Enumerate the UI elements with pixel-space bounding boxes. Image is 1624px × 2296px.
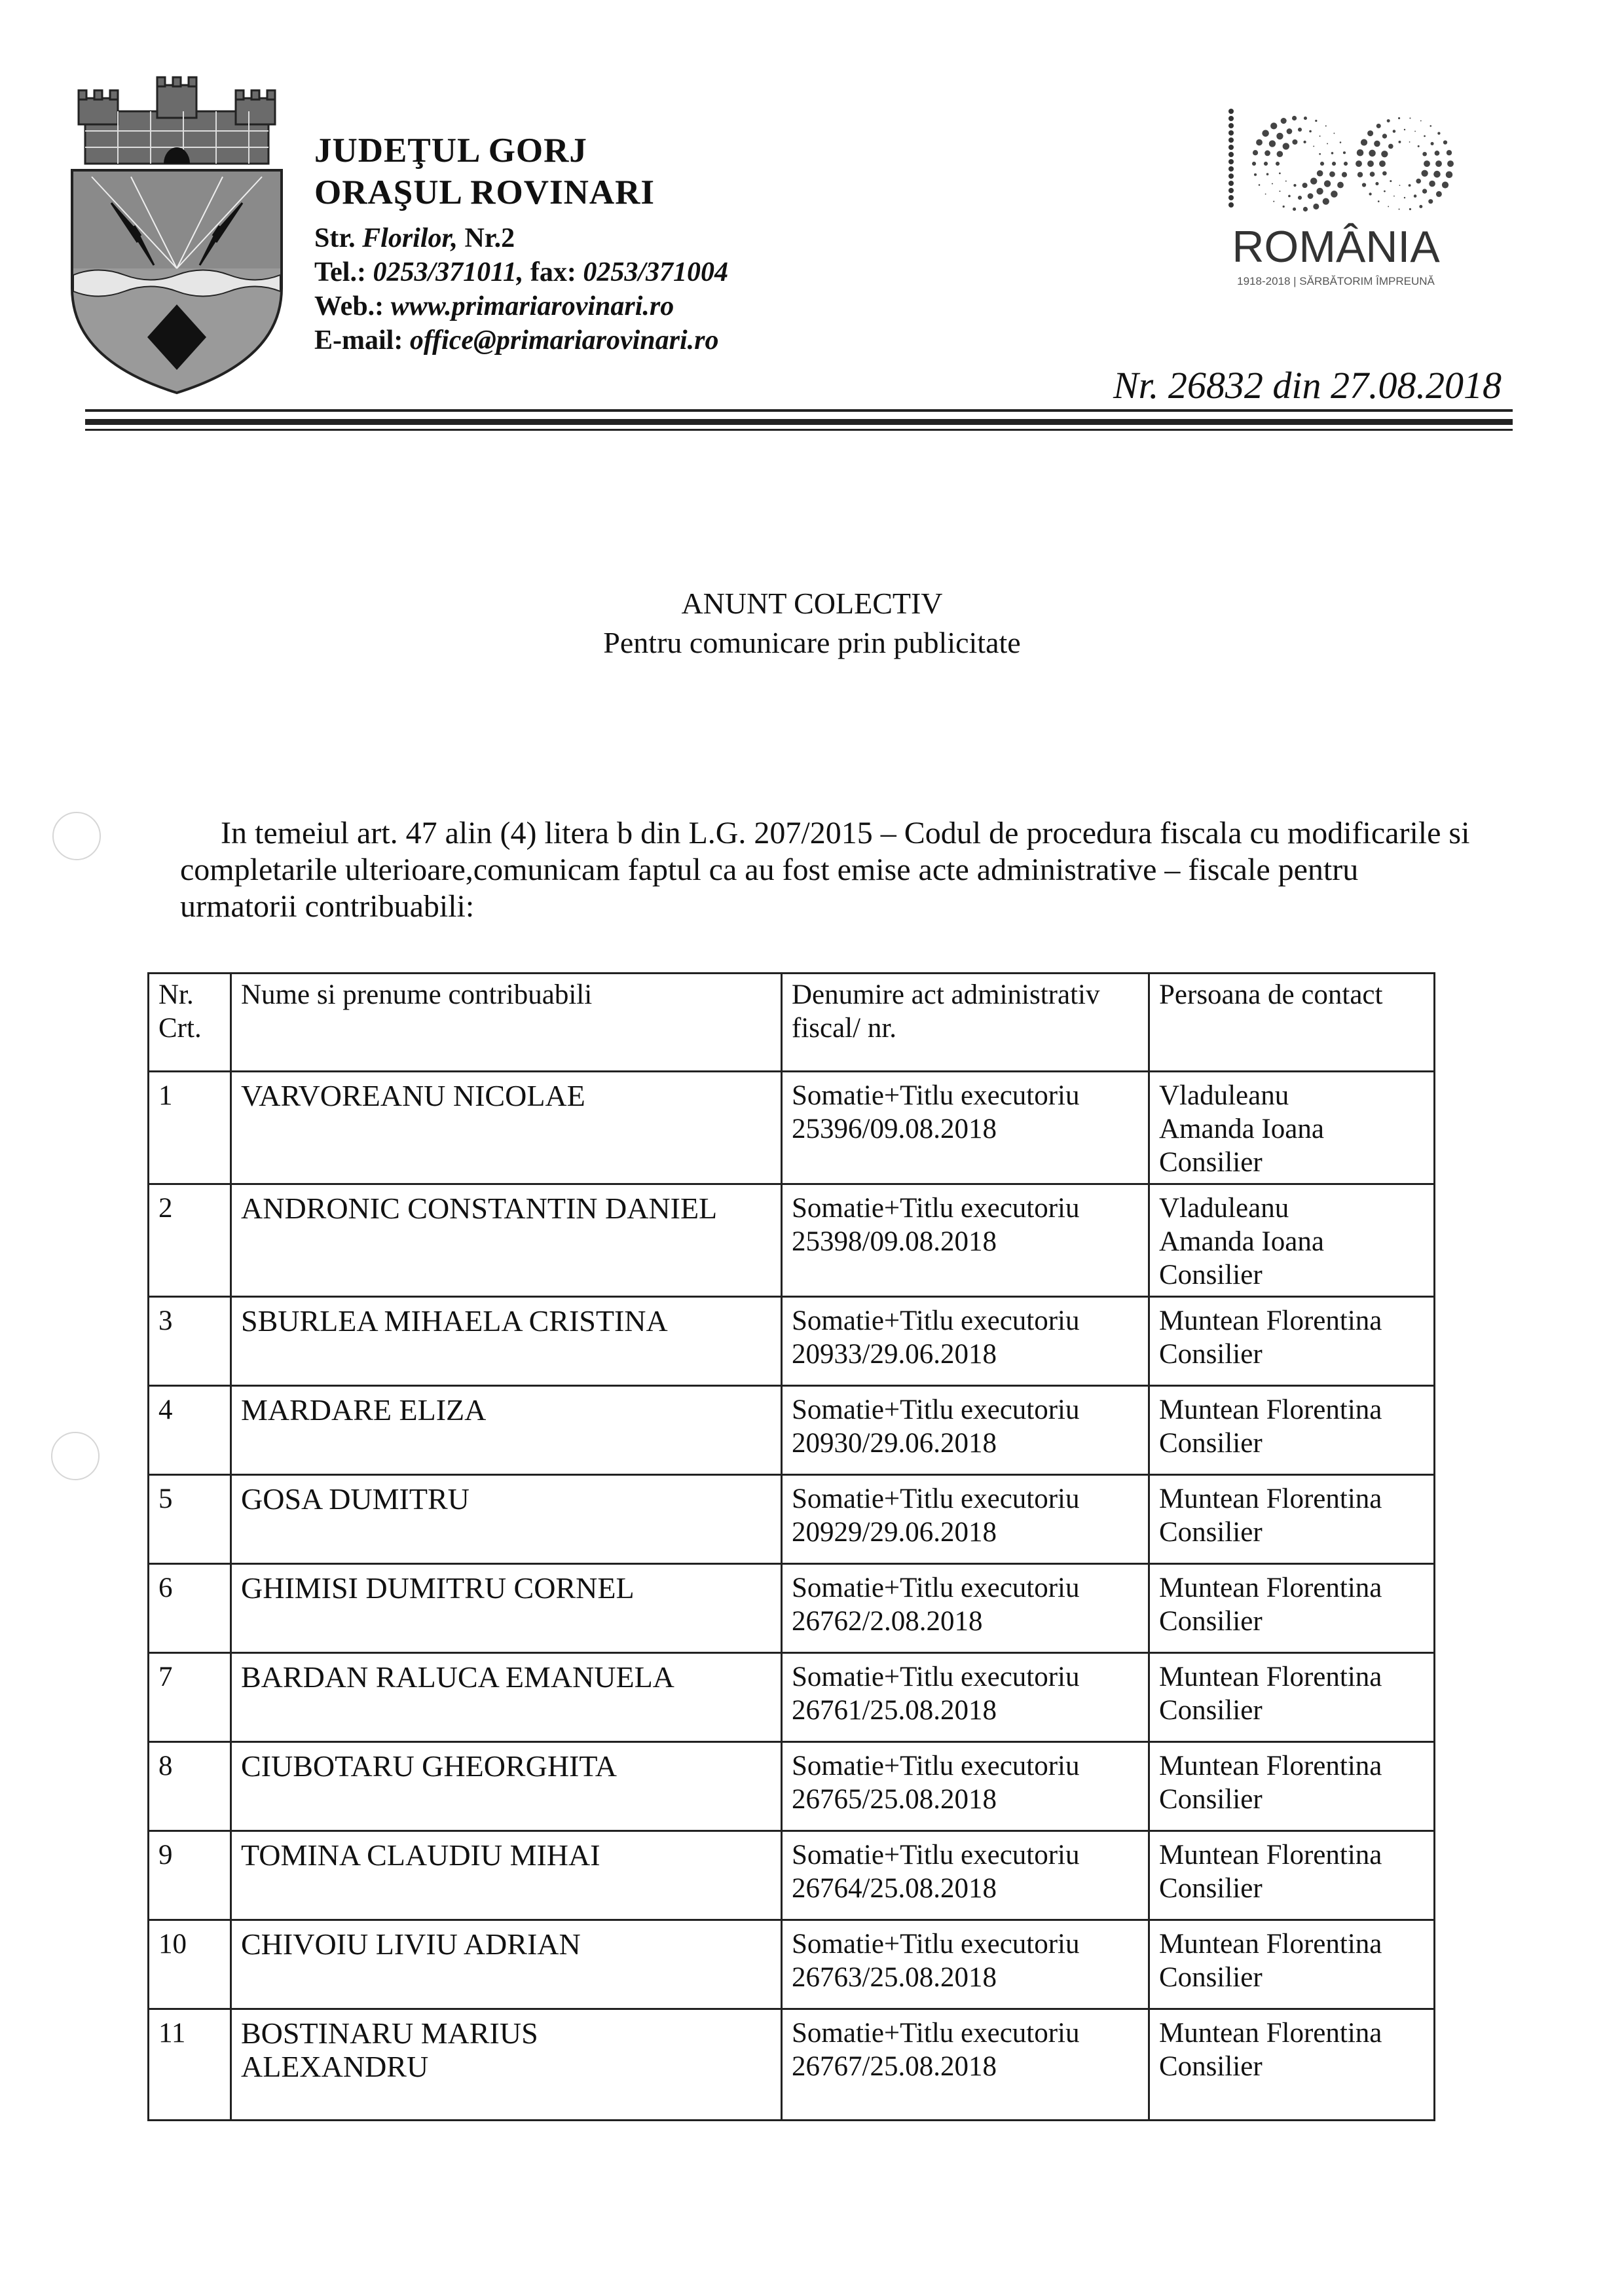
logo-dot [1308,193,1314,199]
logo-dot [1310,177,1317,184]
logo-tagline: 1918-2018 | SĂRBĂTORIM ÎMPREUNĂ [1237,275,1435,287]
logo-dot [1369,150,1376,157]
logo-dot [1446,171,1453,178]
institution-header [314,130,728,357]
punch-hole-bottom [51,1432,100,1480]
header-nr: Nr. Crt. [149,974,231,1072]
row-nr: 9 [149,1831,231,1920]
table-row [149,1386,1435,1475]
logo-dot [1388,144,1393,149]
logo-dot [1292,116,1297,120]
web-link[interactable]: www.primariarovinari.ro [390,291,674,321]
taxpayer-name: TOMINA CLAUDIU MIHAI [241,1838,600,1872]
row-nr: 1 [149,1072,231,1184]
logo-dot [1253,150,1258,155]
logo-dot [1309,130,1312,133]
row-contact [1149,1564,1435,1653]
row-act [782,1920,1149,2009]
logo-dot [1276,162,1280,166]
row-name [231,1072,782,1184]
taxpayer-name-cont: ALEXANDRU [241,2050,429,2083]
logo-dot [1370,172,1375,177]
act-type: Somatie+Titlu executoriu [792,1662,1080,1692]
table-header-row [149,974,1435,1072]
act-number: 20930/29.06.2018 [792,1428,997,1459]
row-name [231,1297,782,1386]
logo-dot [1388,206,1389,208]
taxpayer-name: BARDAN RALUCA EMANUELA [241,1660,674,1694]
contact-line-1: Muntean Florentina [1159,1929,1382,1959]
logo-dot [1228,181,1234,186]
header-name: Nume si prenume contribuabili [231,974,782,1072]
logo-dot [1433,171,1441,178]
row-act [782,1564,1149,1653]
row-name [231,1831,782,1920]
row-name [231,1742,782,1831]
table-row [149,1475,1435,1564]
logo-dot [1409,184,1411,187]
table-row [149,1831,1435,1920]
logo-dot [1421,170,1428,177]
row-contact [1149,1742,1435,1831]
logo-dot [1331,152,1334,155]
logo-dot [1293,208,1296,211]
contact-line-2: Consilier [1159,1339,1263,1370]
header-contact: Persoana de contact [1149,974,1435,1072]
act-type: Somatie+Titlu executoriu [792,1929,1080,1959]
row-act [782,1653,1149,1742]
logo-dot [1431,142,1434,145]
act-type: Somatie+Titlu executoriu [792,1573,1080,1603]
logo-dot [1447,160,1454,167]
row-act [782,1072,1149,1184]
row-act [782,1742,1149,1831]
contact-line-2: Amanda Ioana [1159,1114,1324,1144]
logo-dot [1276,133,1283,139]
logo-dot [1443,140,1447,144]
logo-dot [1419,205,1422,208]
row-contact [1149,1920,1435,2009]
header-rule-thin-bottom [85,429,1513,431]
contact-line-2: Consilier [1159,1428,1263,1459]
logo-dot [1340,141,1342,143]
row-contact [1149,1072,1435,1184]
contact-line-2: Amanda Ioana [1159,1226,1324,1257]
logo-dot [1228,195,1234,200]
table-row [149,2009,1435,2121]
logo-dot [1288,195,1291,198]
email-link[interactable]: office@primariarovinari.ro [409,325,719,355]
contact-line-1: Muntean Florentina [1159,1751,1382,1781]
logo-dot [1228,159,1234,164]
logo-dot [1283,143,1289,149]
act-number: 26767/25.08.2018 [792,2051,997,2082]
logo-dot [1424,160,1430,167]
logo-dot [1228,130,1234,136]
logo-dot [1390,180,1392,182]
row-contact [1149,1184,1435,1297]
logo-dot [1277,151,1283,157]
logo-dot [1361,139,1367,145]
header-rule-thin [85,409,1513,412]
logo-100-dots [1228,109,1454,211]
contact-line-1: Muntean Florentina [1159,1840,1382,1870]
act-number: 26763/25.08.2018 [792,1962,997,1993]
logo-dot [1329,172,1335,177]
contact-line-1: Muntean Florentina [1159,1305,1382,1336]
rovinari-coat-of-arms [65,72,288,399]
table-row [149,1297,1435,1386]
contact-line-1: Vladuleanu [1159,1193,1289,1224]
logo-dot [1424,136,1426,137]
logo-dot [1409,118,1411,119]
punch-hole-top [52,812,101,860]
table-row [149,1653,1435,1742]
logo-dot [1228,123,1234,128]
contact-line-3: Consilier [1159,1147,1263,1178]
row-contact [1149,1386,1435,1475]
logo-dot [1409,141,1411,143]
logo-dot [1315,120,1317,122]
row-contact [1149,1297,1435,1386]
logo-dot [1279,172,1281,174]
taxpayers-table [147,972,1435,2121]
act-number: 25398/09.08.2018 [792,1226,997,1257]
act-type: Somatie+Titlu executoriu [792,1840,1080,1870]
table-row [149,1564,1435,1653]
logo-dot [1382,171,1387,175]
logo-dot [1254,173,1257,176]
logo-dot [1279,191,1280,192]
row-nr: 2 [149,1184,231,1297]
logo-dot [1228,137,1234,143]
logo-dot [1414,194,1417,198]
logo-dot [1378,200,1380,202]
row-nr: 10 [149,1920,231,2009]
row-act [782,2009,1149,2121]
contact-line-1: Vladuleanu [1159,1080,1289,1111]
logo-dot [1343,151,1346,154]
logo-dot [1442,181,1449,188]
logo-dot [1422,152,1427,156]
contact-line-1: Muntean Florentina [1159,2018,1382,2049]
logo-dot [1367,160,1374,167]
logo-dot [1303,207,1308,211]
logo-dot [1265,194,1266,195]
logo-dot [1379,160,1386,167]
logo-dot [1414,131,1416,132]
act-type: Somatie+Titlu executoriu [792,1080,1080,1111]
logo-dot [1393,196,1395,197]
contact-line-2: Consilier [1159,1873,1263,1904]
logo-dot [1428,199,1433,204]
act-type: Somatie+Titlu executoriu [792,1193,1080,1224]
logo-dot [1344,162,1348,166]
act-number: 25396/09.08.2018 [792,1114,997,1144]
logo-dot [1287,128,1293,134]
romania-100-logo [1192,98,1480,301]
logo-dot [1420,120,1422,122]
county-name: JUDEŢUL GORJ [314,132,587,170]
taxpayer-name: MARDARE ELIZA [241,1393,487,1427]
logo-dot [1259,184,1261,186]
logo-dot [1304,117,1307,120]
row-nr: 4 [149,1386,231,1475]
logo-dot [1375,182,1378,185]
web-line: Web.: www.primariarovinari.ro [314,291,674,321]
logo-dot [1376,124,1381,128]
row-act [782,1184,1149,1297]
intro-paragraph: In temeiul art. 47 alin (4) litera b din L.G. 207/2015 – Codul de procedura fiscala cu modificarile si completarile ulterioare,comunicam faptul ca au fost emise acte administrative – fiscale pentru urmatorii contribuabili: [180,816,1470,924]
logo-dot [1266,173,1269,175]
row-act [782,1297,1149,1386]
header-act: Denumire act administrativ fiscal/ nr. [782,974,1149,1072]
taxpayer-name: CIUBOTARU GHEORGHITA [241,1749,617,1783]
logo-dot [1333,133,1335,134]
logo-dot [1374,141,1380,147]
logo-dot [1228,109,1234,114]
logo-dot [1272,183,1273,185]
logo-dot [1416,179,1421,184]
logo-dot [1332,162,1336,166]
logo-dot [1303,141,1306,143]
row-contact [1149,1475,1435,1564]
logo-dot [1404,197,1405,198]
logo-dot [1437,132,1440,134]
logo-dot [1262,130,1269,137]
taxpayer-name: GHIMISI DUMITRU CORNEL [241,1571,635,1605]
logo-dot [1324,180,1331,187]
logo-dot [1447,150,1452,155]
logo-dot [1293,184,1296,187]
logo-dot [1393,130,1396,133]
contact-line-2: Consilier [1159,1962,1263,1993]
logo-dot [1283,206,1285,208]
act-number: 26762/2.08.2018 [792,1606,983,1637]
row-name [231,2009,782,2121]
phone-line: Tel.: 0253/371011, fax: 0253/371004 [314,257,728,287]
contact-line-1: Muntean Florentina [1159,1484,1382,1514]
row-act [782,1475,1149,1564]
logo-dot [1369,192,1371,195]
contact-line-2: Consilier [1159,1695,1263,1726]
logo-dot [1387,119,1390,122]
contact-line-3: Consilier [1159,1260,1263,1290]
contact-line-1: Muntean Florentina [1159,1662,1382,1692]
logo-dot [1302,183,1308,188]
row-name [231,1386,782,1475]
act-type: Somatie+Titlu executoriu [792,1305,1080,1336]
logo-dot [1281,118,1287,124]
logo-dot [1399,208,1400,210]
logo-dot [1398,117,1400,119]
logo-dot [1327,143,1328,144]
act-number: 26761/25.08.2018 [792,1695,997,1726]
logo-dot [1313,204,1319,210]
logo-dot [1399,141,1401,143]
logo-dot [1228,145,1234,150]
logo-dot [1337,182,1344,189]
row-nr: 7 [149,1653,231,1742]
act-number: 20933/29.06.2018 [792,1339,997,1370]
logo-dot [1228,188,1234,193]
logo-dot [1228,152,1234,157]
logo-dot [1399,185,1401,186]
contact-line-1: Muntean Florentina [1159,1394,1382,1425]
logo-dot [1418,145,1420,147]
town-name: ORAŞUL ROVINARI [314,173,655,211]
logo-dot [1356,160,1362,167]
row-name [231,1920,782,2009]
taxpayer-name: SBURLEA MIHAELA CRISTINA [241,1304,668,1338]
logo-dot [1409,208,1411,210]
logo-dot [1264,162,1268,166]
logo-dot [1285,181,1287,182]
logo-dot [1381,151,1388,157]
row-act [782,1831,1149,1920]
logo-dot [1384,191,1386,192]
contact-line-2: Consilier [1159,2051,1263,2082]
header-rule-thick [85,419,1513,425]
row-contact [1149,1831,1435,1920]
logo-dot [1252,162,1256,166]
logo-number: 100 [1192,98,1193,99]
table-row [149,1072,1435,1184]
logo-dot [1298,128,1302,132]
act-number: 20929/29.06.2018 [792,1517,997,1548]
row-nr: 6 [149,1564,231,1653]
logo-dot [1320,162,1324,166]
logo-dot [1404,129,1405,130]
logo-dot [1429,181,1435,187]
logo-dot [1270,122,1277,129]
logo-country: ROMÂNIA [1232,222,1440,272]
row-name [231,1475,782,1564]
row-nr: 11 [149,2009,231,2121]
logo-dot [1435,151,1440,156]
document-subtitle: Pentru comunicare prin publicitate [603,626,1021,659]
address-line: Str. Florilor, Nr.2 [314,223,515,253]
logo-dot [1325,125,1327,126]
row-contact [1149,2009,1435,2121]
logo-dot [1273,201,1274,202]
logo-dot [1435,160,1442,167]
contact-line-2: Consilier [1159,1517,1263,1548]
act-type: Somatie+Titlu executoriu [792,1751,1080,1781]
logo-dot [1323,198,1329,204]
logo-dot [1357,149,1364,156]
logo-dot [1362,183,1366,187]
logo-dot [1292,139,1297,145]
logo-dot [1316,188,1323,194]
act-type: Somatie+Titlu executoriu [792,2018,1080,2049]
logo-dot [1331,191,1338,198]
taxpayer-name: ANDRONIC CONSTANTIN DANIEL [241,1192,718,1225]
logo-dot [1313,145,1314,147]
logo-dot [1256,139,1263,146]
contact-line-2: Consilier [1159,1606,1263,1637]
logo-dot [1228,166,1234,172]
act-type: Somatie+Titlu executoriu [792,1484,1080,1514]
row-name [231,1564,782,1653]
table-row [149,1184,1435,1297]
row-name [231,1653,782,1742]
row-nr: 8 [149,1742,231,1831]
logo-dot [1320,136,1321,137]
contact-line-2: Consilier [1159,1784,1263,1815]
logo-dot [1298,196,1302,200]
logo-dot [1228,116,1234,121]
row-contact [1149,1653,1435,1742]
logo-dot [1342,172,1347,177]
logo-dot [1228,202,1234,208]
logo-dot [1228,173,1234,179]
row-nr: 3 [149,1297,231,1386]
logo-dot [1382,134,1387,138]
logo-dot [1264,151,1270,156]
table-row [149,1742,1435,1831]
contact-line-1: Muntean Florentina [1159,1573,1382,1603]
logo-dot [1357,172,1363,177]
logo-dot [1436,191,1442,197]
table-row [149,1920,1435,2009]
row-act [782,1386,1149,1475]
act-type: Somatie+Titlu executoriu [792,1394,1080,1425]
taxpayer-name: GOSA DUMITRU [241,1482,470,1516]
logo-dot [1422,189,1427,193]
act-number: 26765/25.08.2018 [792,1784,997,1815]
taxpayer-name: VARVOREANU NICOLAE [241,1079,585,1112]
logo-dot [1317,170,1323,177]
document-number: Nr. 26832 din 27.08.2018 [1113,364,1502,407]
row-name [231,1184,782,1297]
act-number: 26764/25.08.2018 [792,1873,997,1904]
taxpayer-name: CHIVOIU LIVIU ADRIAN [241,1927,581,1961]
email-line: E-mail: office@primariarovinari.ro [314,325,719,355]
logo-dot [1367,130,1373,136]
taxpayer-name: BOSTINARU MARIUS [241,2016,538,2050]
logo-dot [1430,125,1431,127]
logo-dot [1319,153,1321,155]
logo-dot [1269,140,1276,147]
document-title: ANUNT COLECTIV [681,587,943,620]
row-nr: 5 [149,1475,231,1564]
